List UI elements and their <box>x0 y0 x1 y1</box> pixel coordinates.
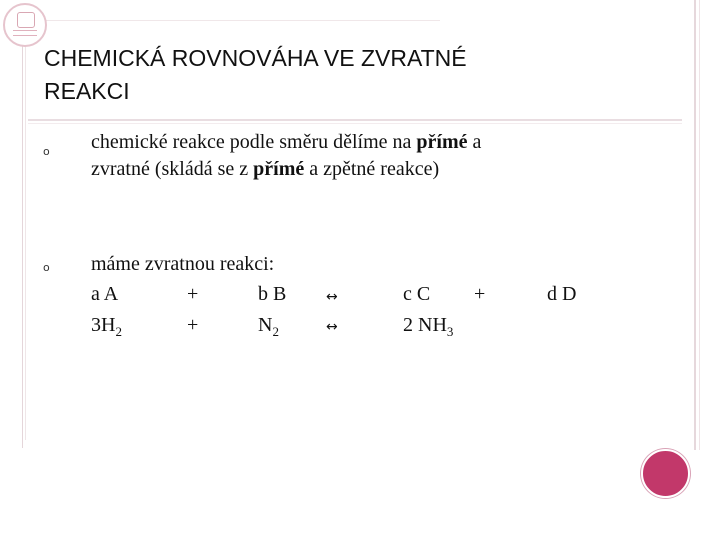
bullet-marker: o <box>43 261 50 274</box>
right-frame-line-inner <box>699 0 700 450</box>
title-divider <box>28 119 682 121</box>
eq-ammonia-term-n2: $N_2$ <box>258 314 279 339</box>
slide-title-line2: REAKCI <box>44 78 130 104</box>
eq-general-plus-2: + <box>474 283 486 305</box>
eq-ammonia-plus: + <box>187 314 199 336</box>
logo-emblem-icon <box>17 12 35 28</box>
eq-ammonia-term-h2: $3H_2$ <box>91 314 122 339</box>
left-frame-line-inner <box>25 10 26 440</box>
school-logo <box>3 3 47 47</box>
slide-title <box>44 42 664 108</box>
eq-general-term-d: d D <box>547 283 577 305</box>
bullet-1-line-2: zvratné (skládá se z přímé a zpětné reakce) <box>91 158 440 180</box>
eq-general-plus-1: + <box>187 283 199 305</box>
bullet-marker: o <box>43 145 50 158</box>
decorative-circle <box>641 449 690 498</box>
double-arrow-icon: ↔ <box>326 289 338 305</box>
bullet-1-line-1: chemické reakce podle směru dělíme na přímé a <box>91 131 482 153</box>
eq-ammonia-term-nh3: 2 $NH_3$ <box>403 314 454 339</box>
bullet-2-heading: máme zvratnou reakci: <box>91 253 275 275</box>
double-arrow-icon: ↔ <box>326 319 338 335</box>
title-divider-secondary <box>28 123 682 124</box>
eq-general-term-c: c C <box>403 283 431 305</box>
eq-general-term-b: b B <box>258 283 287 305</box>
left-frame-line <box>22 8 23 448</box>
eq-general-term-a: a A <box>91 283 119 305</box>
header-rule <box>40 20 440 21</box>
slide-title-line1: CHEMICKÁ ROVNOVÁHA VE ZVRATNÉ <box>44 45 467 71</box>
right-frame-line <box>694 0 696 450</box>
